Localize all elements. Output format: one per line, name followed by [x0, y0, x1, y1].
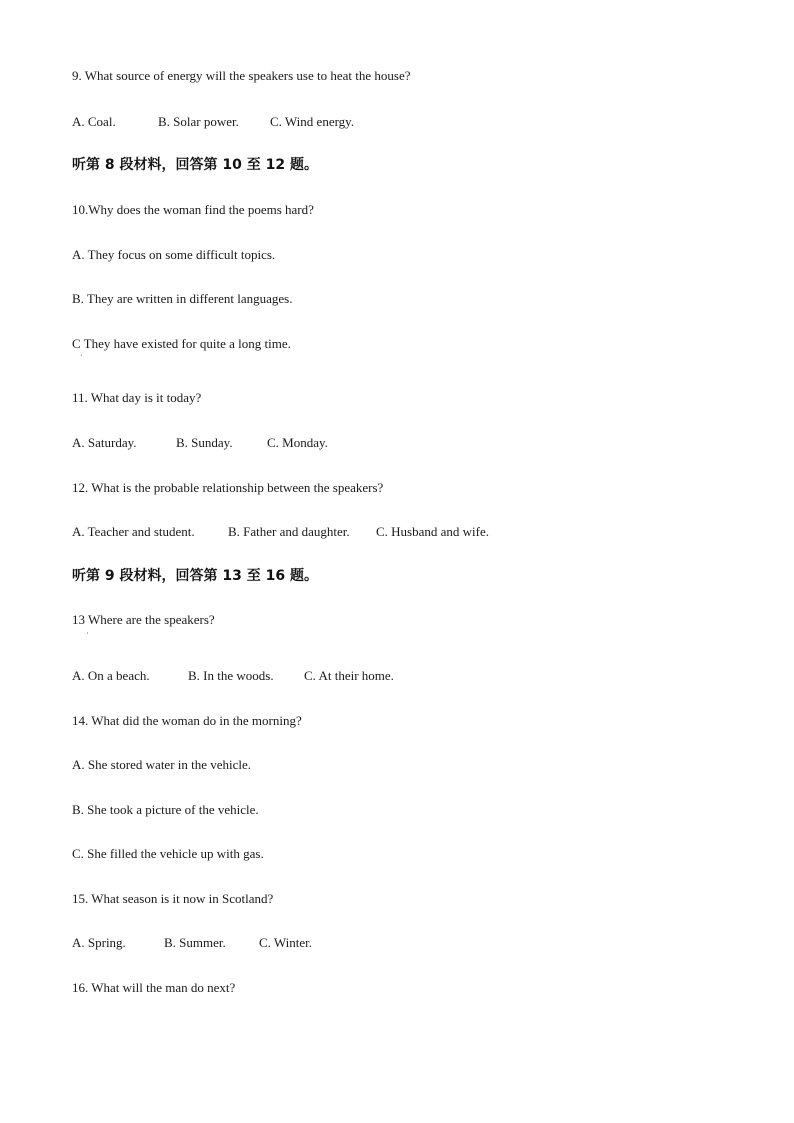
question-12-options [72, 524, 489, 540]
q15-option-c: C. Winter. [259, 935, 313, 950]
q10-option-a: A. They focus on some difficult topics. [72, 247, 276, 262]
section-8-heading: 听第 8 段材料，回答第 10 至 12 题。 [72, 157, 318, 173]
q11-option-a: A. Saturday. [72, 435, 137, 450]
q9-option-b: B. Solar power. [158, 114, 239, 129]
q14-option-b: B. She took a picture of the vehicle. [72, 802, 259, 817]
q13-option-a: A. On a beach. [72, 668, 150, 683]
question-14: 14. What did the woman do in the morning? [72, 713, 302, 728]
q10-option-c: C They have existed for quite a long time. [72, 336, 291, 351]
question-9-options [72, 114, 354, 130]
q12-option-a: A. Teacher and student. [72, 524, 195, 539]
section-9-heading: 听第 9 段材料，回答第 13 至 16 题。 [72, 568, 318, 584]
question-11: 11. What day is it today? [72, 390, 202, 405]
q14-option-a: A. She stored water in the vehicle. [72, 757, 252, 772]
question-10: 10.Why does the woman find the poems hard? [72, 202, 314, 217]
question-15-options [72, 935, 312, 951]
scan-dot-mark: · [80, 351, 83, 360]
q11-option-c: C. Monday. [267, 435, 328, 450]
scan-dot-mark: · [86, 629, 89, 638]
q9-option-a: A. Coal. [72, 114, 116, 129]
q15-option-b: B. Summer. [164, 935, 226, 950]
q13-option-c: C. At their home. [304, 668, 394, 683]
q12-option-b: B. Father and daughter. [228, 524, 350, 539]
question-11-options [72, 435, 328, 451]
question-13: 13 Where are the speakers? [72, 612, 215, 627]
question-13-options [72, 668, 394, 684]
q9-option-c: C. Wind energy. [270, 114, 355, 129]
question-15: 15. What season is it now in Scotland? [72, 891, 274, 906]
q13-option-b: B. In the woods. [188, 668, 274, 683]
question-12: 12. What is the probable relationship between the speakers? [72, 480, 384, 495]
question-9: 9. What source of energy will the speakers use to heat the house? [72, 68, 411, 83]
q10-option-b: B. They are written in different languages. [72, 291, 293, 306]
q11-option-b: B. Sunday. [176, 435, 233, 450]
q12-option-c: C. Husband and wife. [376, 524, 490, 539]
q14-option-c: C. She filled the vehicle up with gas. [72, 846, 264, 861]
q15-option-a: A. Spring. [72, 935, 126, 950]
question-16: 16. What will the man do next? [72, 980, 236, 995]
